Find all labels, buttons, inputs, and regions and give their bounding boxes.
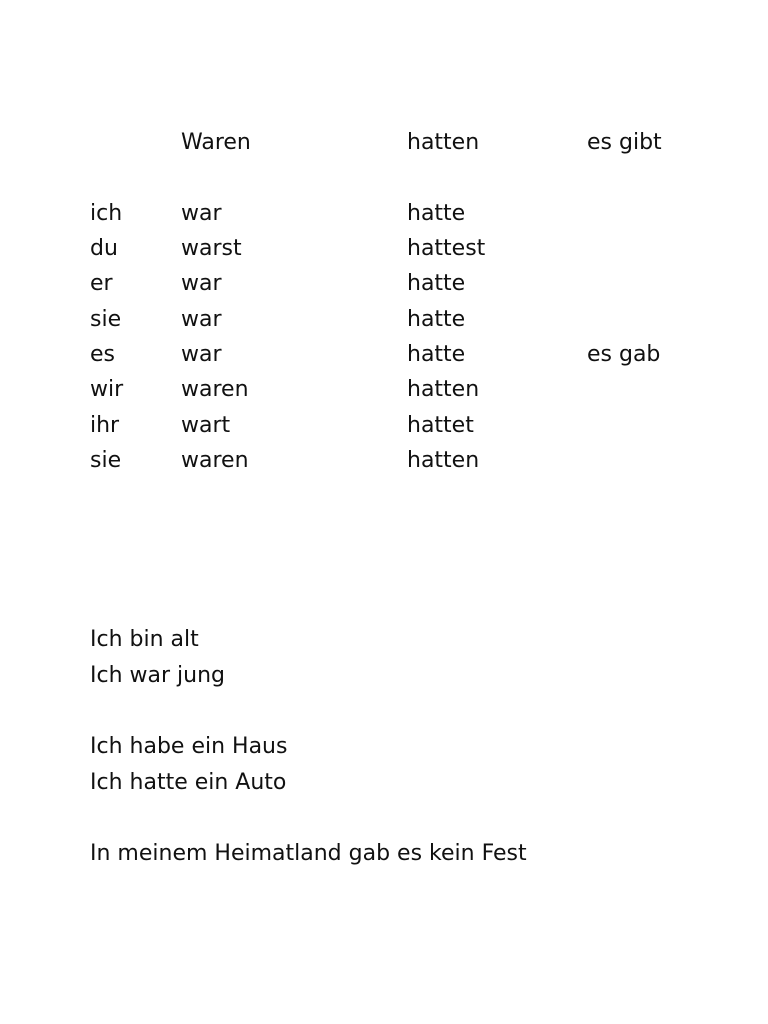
example-sentences xyxy=(90,622,527,872)
es-gibt-cell: es gab xyxy=(587,342,661,367)
header-es-gibt: es gibt xyxy=(587,130,662,155)
pronoun-cell: sie xyxy=(90,307,122,332)
haben-cell: hatte xyxy=(407,307,466,332)
sein-cell: waren xyxy=(181,377,249,402)
haben-cell: hatten xyxy=(407,377,480,402)
header-haben: hatten xyxy=(407,130,480,155)
sein-cell: waren xyxy=(181,448,249,473)
haben-cell: hatten xyxy=(407,448,480,473)
pronoun-cell: du xyxy=(90,236,118,261)
sentence: Ich hatte ein Auto xyxy=(90,770,287,795)
sein-cell: war xyxy=(181,307,222,332)
haben-cell: hatte xyxy=(407,201,466,226)
sein-cell: war xyxy=(181,342,222,367)
sein-cell: war xyxy=(181,201,222,226)
sein-cell: warst xyxy=(181,236,242,261)
pronoun-cell: ich xyxy=(90,201,123,226)
header-sein: Waren xyxy=(181,130,251,155)
spacer xyxy=(90,694,527,729)
haben-cell: hatte xyxy=(407,342,466,367)
sein-cell: war xyxy=(181,271,222,296)
pronoun-cell: sie xyxy=(90,448,122,473)
sentence: Ich habe ein Haus xyxy=(90,734,288,759)
haben-cell: hattet xyxy=(407,413,474,438)
pronoun-cell: es xyxy=(90,342,115,367)
sentence: In meinem Heimatland gab es kein Fest xyxy=(90,841,527,866)
pronoun-cell: wir xyxy=(90,377,124,402)
haben-cell: hattest xyxy=(407,236,486,261)
spacer xyxy=(90,801,527,836)
pronoun-cell: er xyxy=(90,271,113,296)
pronoun-cell: ihr xyxy=(90,413,120,438)
sein-cell: wart xyxy=(181,413,231,438)
sentence: Ich bin alt xyxy=(90,627,199,652)
sentence: Ich war jung xyxy=(90,663,225,688)
haben-cell: hatte xyxy=(407,271,466,296)
